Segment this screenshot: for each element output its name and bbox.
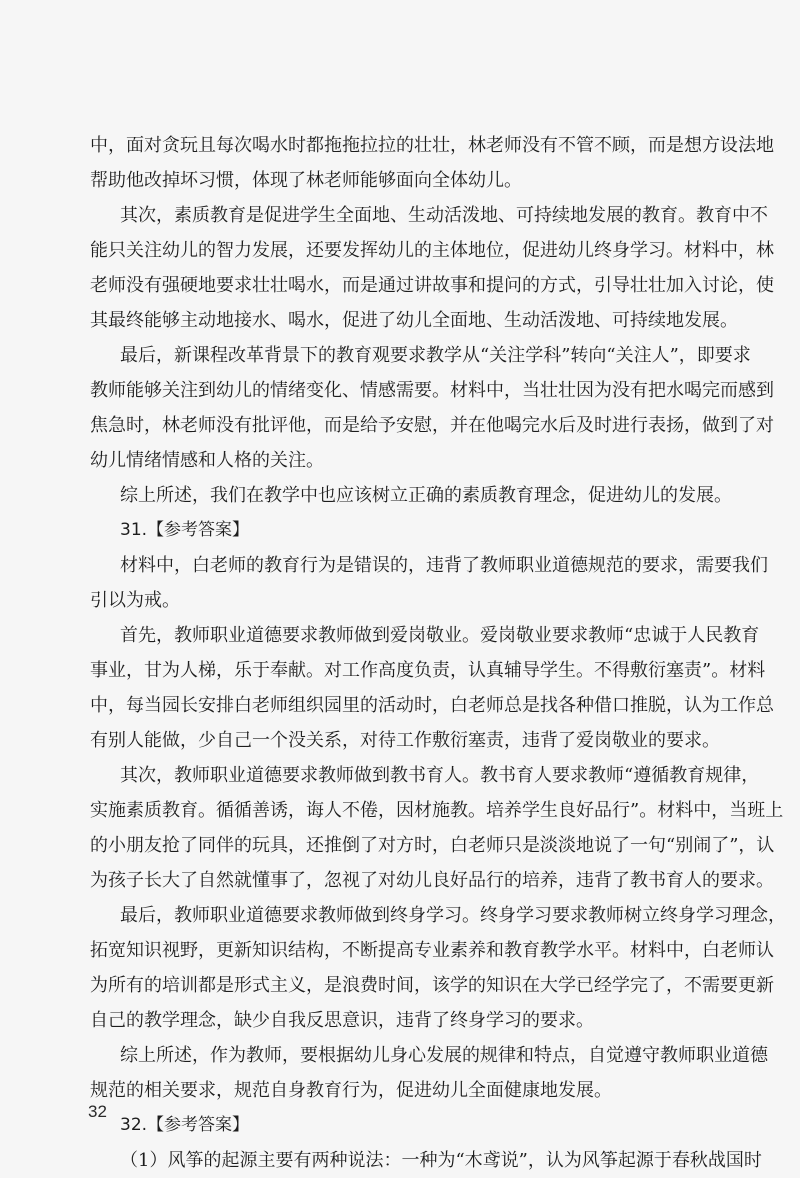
text-line: 综上所述，我们在教学中也应该树立正确的素质教育理念，促进幼儿的发展。 xyxy=(120,485,732,506)
text-line: 32.【参考答案】 xyxy=(120,1115,250,1135)
text-line: 其次，素质教育是促进学生全面地、生动活泼地、可持续地发展的教育。教育中不 xyxy=(120,205,768,226)
paragraph xyxy=(90,198,774,338)
text-line: 拓宽知识视野，更新知识结构，不断提高专业素养和教育教学水平。材料中，白老师认 xyxy=(90,940,774,961)
text-line: 为孩子长大了自然就懂事了，忽视了对幼儿良好品行的培养，违背了教书育人的要求。 xyxy=(90,870,774,891)
text-line: 有别人能做，少自己一个没关系，对待工作敷衍塞责，违背了爱岗敬业的要求。 xyxy=(90,730,720,751)
text-line: 其次，教师职业道德要求教师做到教书育人。教书育人要求教师“遵循教育规律， xyxy=(120,765,760,786)
text-line: 中，每当园长安排白老师组织园里的活动时，白老师总是找各种借口推脱，认为工作总 xyxy=(90,695,774,716)
page-number: 32 xyxy=(88,1102,107,1121)
text-line: 能只关注幼儿的智力发展，还要发挥幼儿的主体地位，促进幼儿终身学习。材料中，林 xyxy=(90,240,774,261)
text-line: 综上所述，作为教师，要根据幼儿身心发展的规律和特点，自觉遵守教师职业道德 xyxy=(120,1045,768,1066)
paragraph xyxy=(90,898,786,1038)
text-line: 最后，教师职业道德要求教师做到终身学习。终身学习要求教师树立终身学习理念， xyxy=(120,905,786,926)
text-line: 教师能够关注到幼儿的情绪变化、情感需要。材料中，当壮壮因为没有把水喝完而感到 xyxy=(90,380,774,401)
paragraph xyxy=(90,548,768,618)
text-line: 实施素质教育。循循善诱，诲人不倦，因材施教。培养学生良好品行”。材料中，当班上 xyxy=(90,800,784,821)
paragraph xyxy=(90,478,732,513)
text-line: 帮助他改掉坏习惯，体现了林老师能够面向全体幼儿。 xyxy=(90,170,522,191)
page-content xyxy=(90,128,786,1178)
paragraph xyxy=(90,758,784,898)
text-line: 最后，新课程改革背景下的教育观要求教学从“关注学科”转向“关注人”，即要求 xyxy=(120,345,751,366)
paragraph xyxy=(90,1143,762,1178)
text-line: 幼儿情绪情感和人格的关注。 xyxy=(90,450,324,471)
paragraph xyxy=(90,128,774,198)
text-line: （1）风筝的起源主要有两种说法：一种为“木鸢说”，认为风筝起源于春秋战国时 xyxy=(120,1150,762,1171)
paragraph xyxy=(90,618,774,758)
text-line: 首先，教师职业道德要求教师做到爱岗敬业。爱岗敬业要求教师“忠诚于人民教育 xyxy=(120,625,760,646)
paragraph xyxy=(90,1038,768,1108)
text-line: 自己的教学理念，缺少自我反思意识，违背了终身学习的要求。 xyxy=(90,1010,594,1031)
text-line: 为所有的培训都是形式主义，是浪费时间，该学的知识在大学已经学完了，不需要更新 xyxy=(90,975,774,996)
paragraph xyxy=(90,338,774,478)
text-line: 的小朋友抢了同伴的玩具，还推倒了对方时，白老师只是淡淡地说了一句“别闹了”，认 xyxy=(90,835,775,856)
text-line: 事业，甘为人梯，乐于奉献。对工作高度负责，认真辅导学生。不得敷衍塞责”。材料 xyxy=(90,660,766,681)
text-line: 中，面对贪玩且每次喝水时都拖拖拉拉的壮壮，林老师没有不管不顾，而是想方设法地 xyxy=(90,135,774,156)
text-line: 其最终能够主动地接水、喝水，促进了幼儿全面地、生动活泼地、可持续地发展。 xyxy=(90,310,738,331)
section-heading xyxy=(90,1108,712,1143)
text-line: 材料中，白老师的教育行为是错误的，违背了教师职业道德规范的要求，需要我们 xyxy=(120,555,768,576)
section-heading xyxy=(90,513,712,548)
text-line: 焦急时，林老师没有批评他，而是给予安慰，并在他喝完水后及时进行表扬，做到了对 xyxy=(90,415,774,436)
text-line: 引以为戒。 xyxy=(90,590,180,611)
text-line: 老师没有强硬地要求壮壮喝水，而是通过讲故事和提问的方式，引导壮壮加入讨论，使 xyxy=(90,275,774,296)
text-line: 规范的相关要求，规范自身教育行为，促进幼儿全面健康地发展。 xyxy=(90,1080,612,1101)
text-line: 31.【参考答案】 xyxy=(120,520,250,540)
